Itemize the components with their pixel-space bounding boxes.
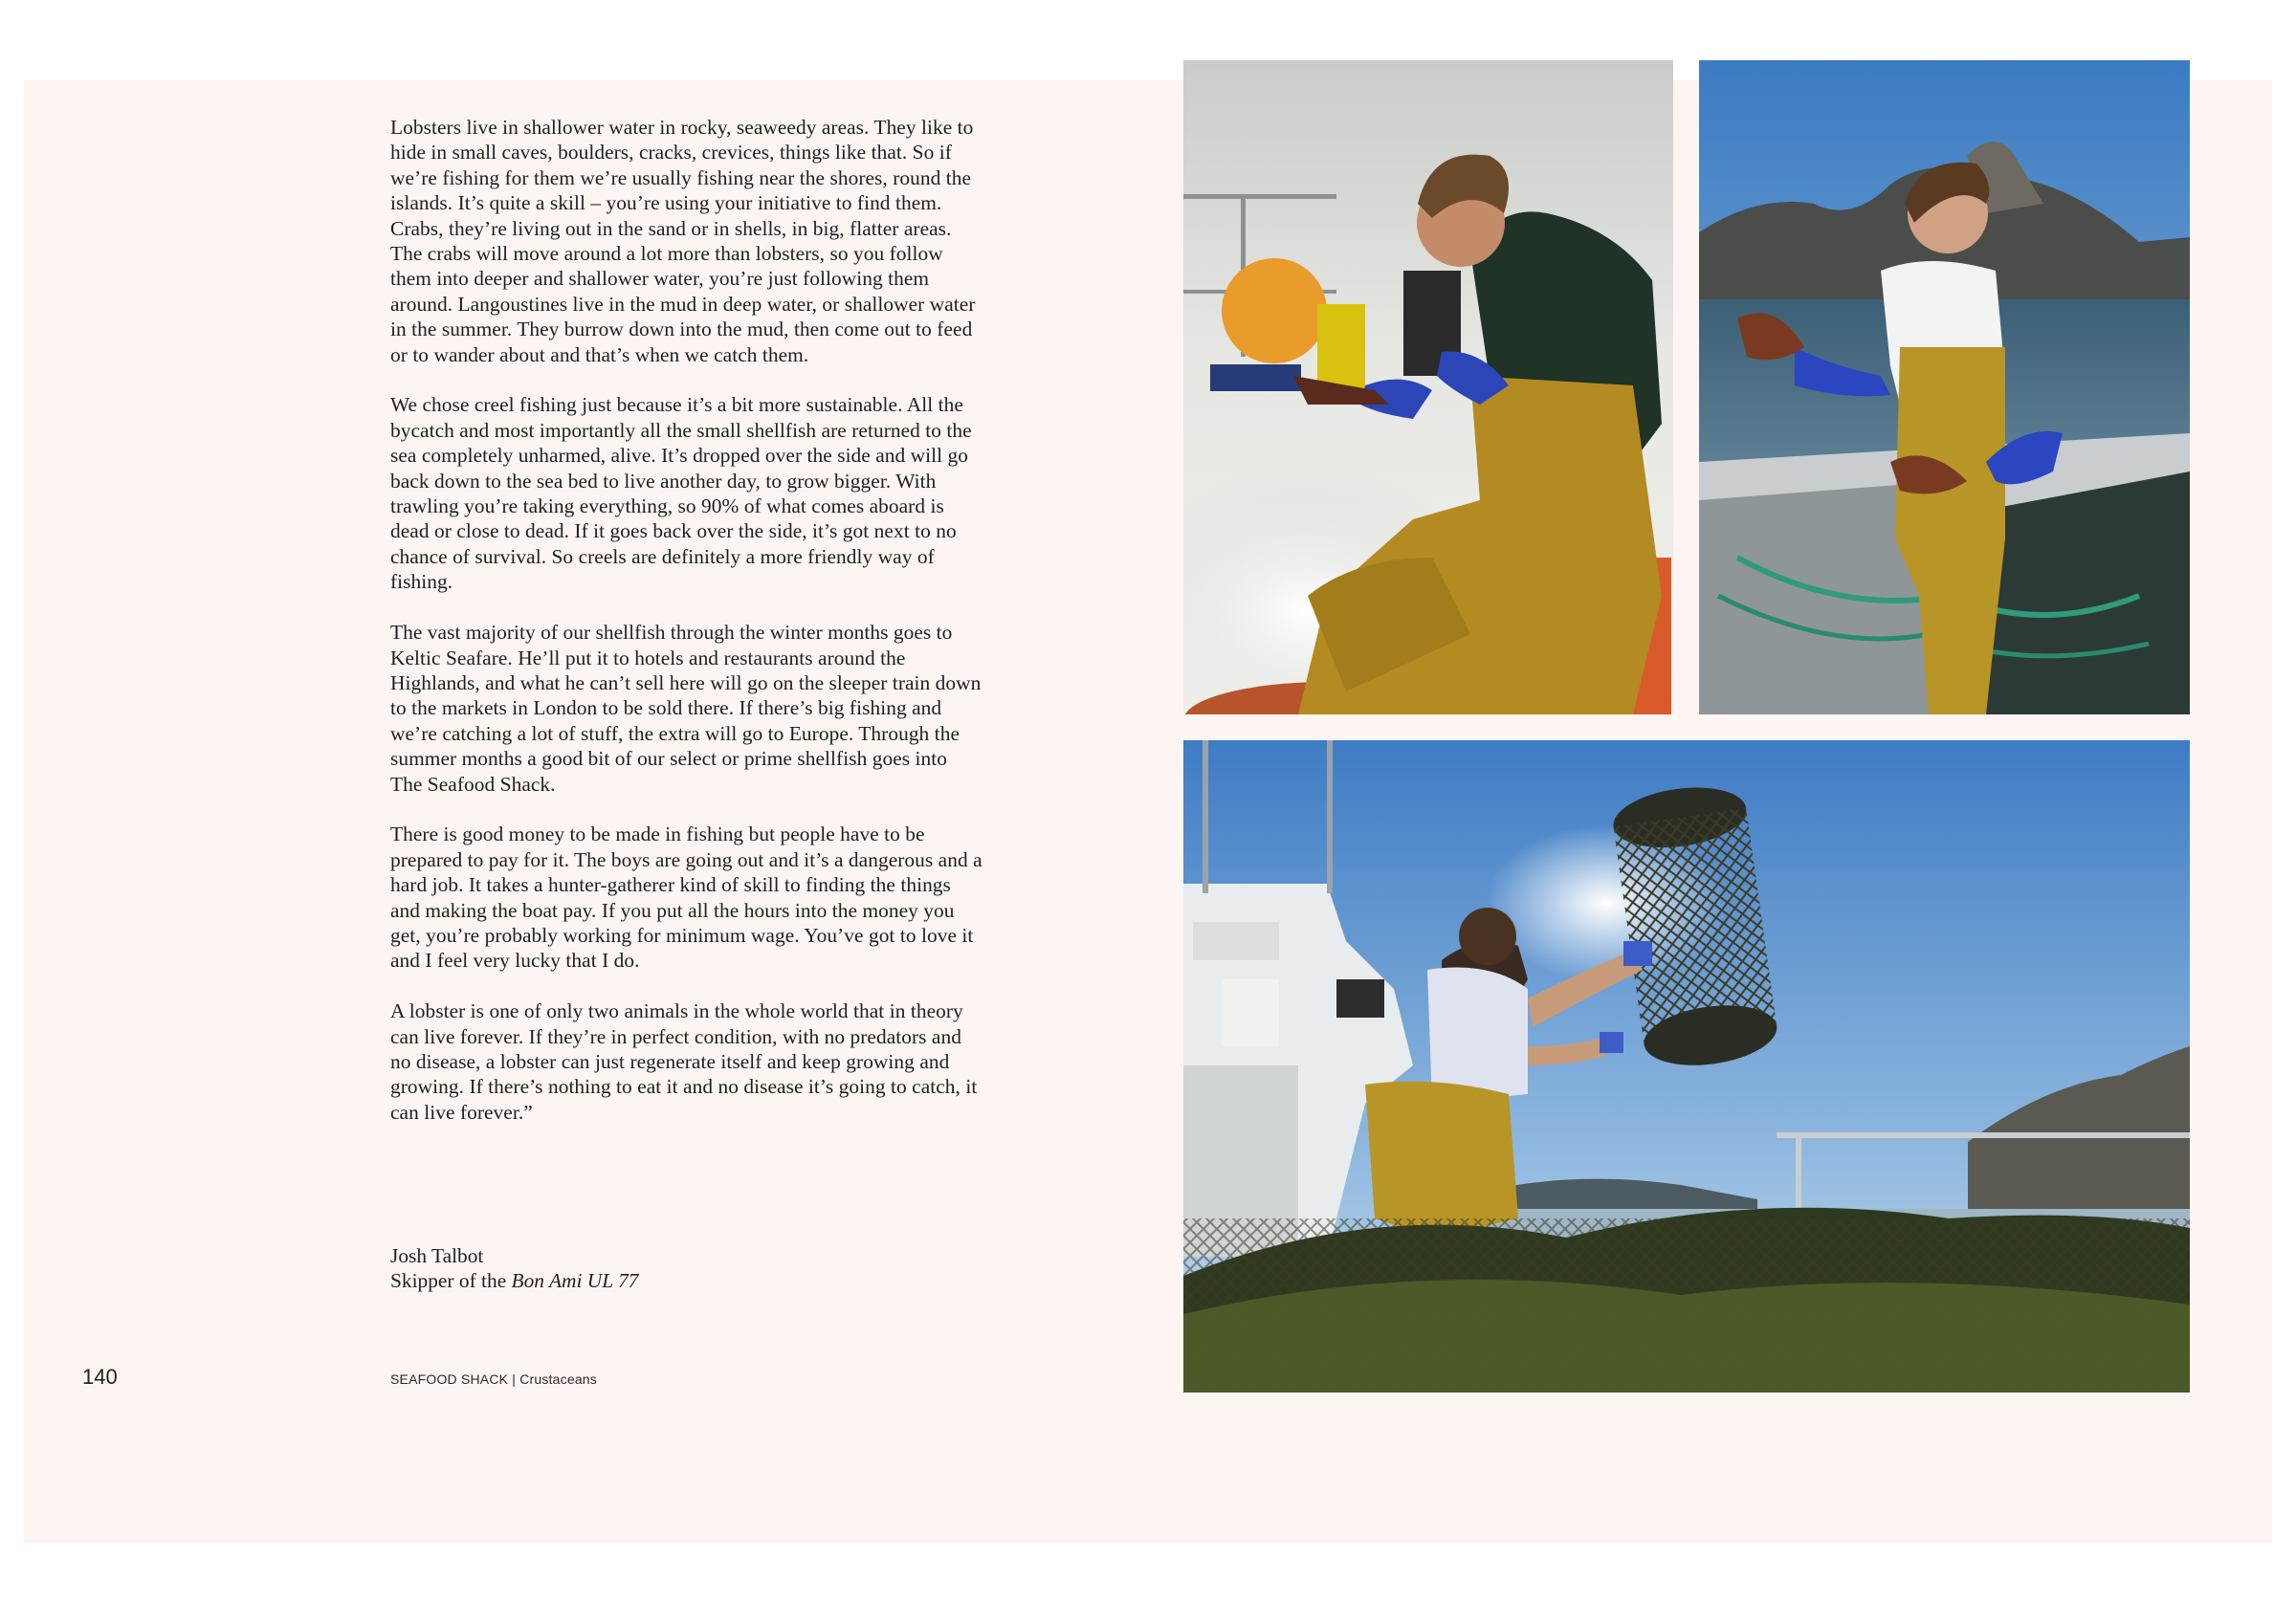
signature-boat: Bon Ami UL 77 — [511, 1269, 639, 1293]
signature-role: Skipper of the — [390, 1269, 512, 1293]
photo-fisherman-seated — [1183, 60, 1673, 714]
paragraph-5: A lobster is one of only two animals in the whole world that in theory can live forever. If they’re in perfect condition, with no predators and no disease, a lobster can just regenerate itself and keep growing and growing. If there’s nothing to eat it and no disease it’s going to catch, it can live forever.” — [390, 999, 978, 1124]
photo-fisherman-seated-image — [1183, 60, 1673, 714]
photo-fisherman-standing-image — [1699, 60, 2190, 714]
photo-fisherman-standing — [1699, 60, 2190, 714]
signature-role-line — [390, 1268, 983, 1293]
signature-name: Josh Talbot — [390, 1244, 484, 1267]
paragraph-3: The vast majority of our shellfish through the winter months goes to Keltic Seafare. He’ll put it to hotels and restaurants around the Highlands, and what he can’t sell here will go on the sleeper train down to the markets in London to be sold there. If there’s big fishing and we’re catching a lot of stuff, the extra will go to Europe. Through the summer months a good bit of our select or prime shellfish goes into The Seafood Shack. — [390, 621, 982, 796]
article-body — [390, 115, 983, 1151]
page-number: 140 — [82, 1365, 118, 1389]
running-footer: SEAFOOD SHACK | Crustaceans — [390, 1371, 597, 1387]
paragraph-4: There is good money to be made in fishing but people have to be prepared to pay for it. The boys are going out and it’s a dangerous and a hard job. It takes a hunter-gatherer kind of skill to finding the things and making the boat pay. If you put all the hours into the money you get, you’re probably working for minimum wage. You’ve got to love it and I feel very lucky that I do. — [390, 822, 982, 973]
photo-fisherman-hauling-creel — [1183, 740, 2190, 1393]
paragraph-1: Lobsters live in shallower water in rocky, seaweedy areas. They like to hide in small caves, boulders, cracks, crevices, things like that. So if we’re fishing for them we’re usually fishing near the shores, round the islands. It’s quite a skill – you’re using your initiative to find them. Crabs, they’re living out in the sand or in shells, in big, flatter areas. The crabs will move around a lot more than lobsters, so you follow them into deeper and shallower water, you’re just following them around. Langoustines live in the mud in deep water, or shallower water in the summer. They burrow down into the mud, then come out to feed or to wander about and that’s when we catch them. — [390, 116, 976, 366]
paragraph-2: We chose creel fishing just because it’s a bit more sustainable. All the bycatch and most importantly all the small shellfish are returned to the sea completely unharmed, alive. It’s dropped over the side and will go back down to the sea bed to live another day, to grow bigger. With trawling you’re taking everything, so 90% of what comes aboard is dead or close to dead. If it goes back over the side, it’s got next to no chance of survival. So creels are definitely a more friendly way of fishing. — [390, 393, 972, 594]
signature — [390, 1243, 983, 1294]
photo-fisherman-hauling-creel-image — [1183, 740, 2190, 1393]
